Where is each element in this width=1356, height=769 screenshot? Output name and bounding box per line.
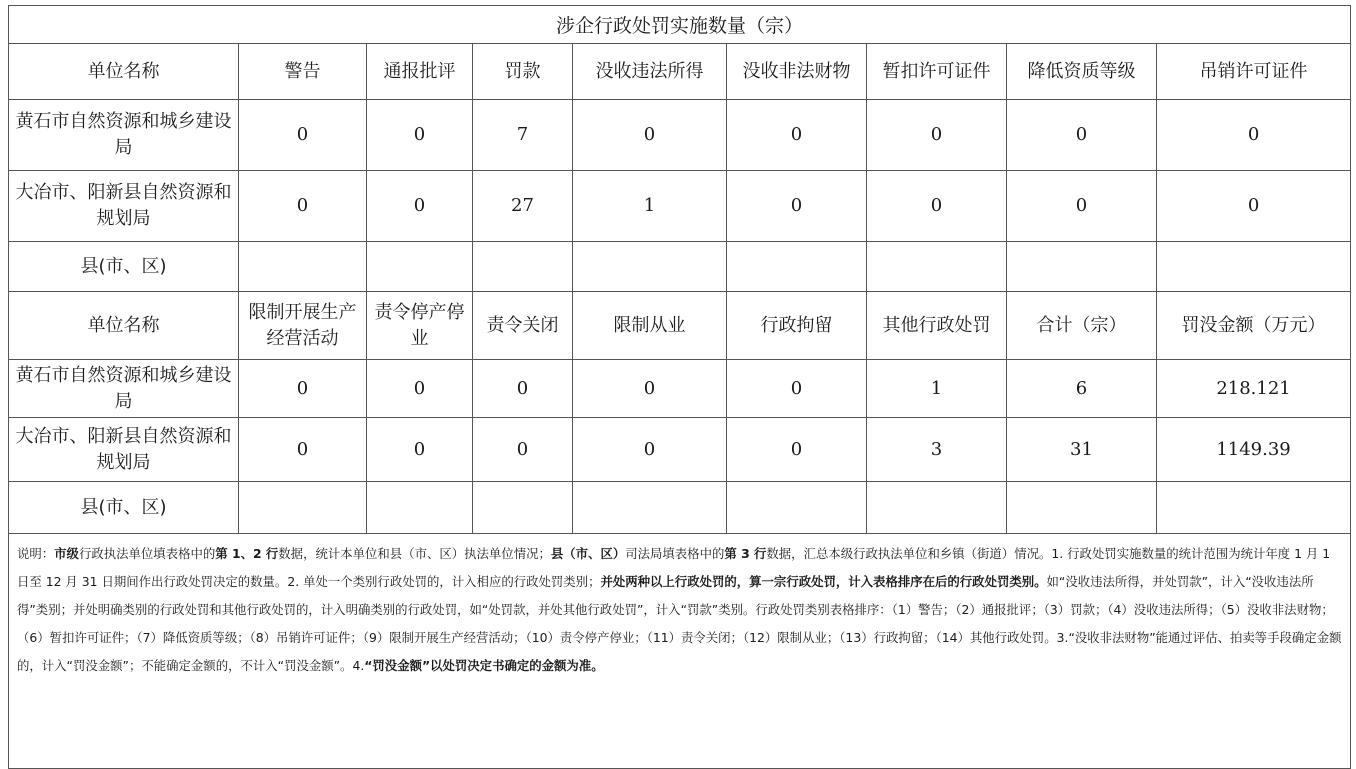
value-cell: 0 <box>573 360 727 418</box>
value-cell <box>367 242 473 292</box>
value-cell <box>727 242 867 292</box>
value-cell <box>573 242 727 292</box>
note-text: 行政执法单位填表格中的 <box>78 546 216 561</box>
unit-name-cell: 县(市、区) <box>9 242 239 292</box>
value-cell: 0 <box>867 100 1007 171</box>
value-cell: 1 <box>867 360 1007 418</box>
value-cell <box>1007 482 1157 534</box>
header-cell: 通报批评 <box>367 44 473 100</box>
header-cell: 行政拘留 <box>727 292 867 360</box>
header-cell: 吊销许可证件 <box>1157 44 1351 100</box>
table-row <box>9 360 1351 418</box>
header-cell: 罚没金额（万元） <box>1157 292 1351 360</box>
value-cell <box>367 482 473 534</box>
header-cell: 单位名称 <box>9 292 239 360</box>
note-text: 说明： <box>17 546 55 561</box>
header-cell: 其他行政处罚 <box>867 292 1007 360</box>
note-emphasis: 第 1、2 行 <box>215 546 279 561</box>
value-cell <box>1157 482 1351 534</box>
value-cell <box>239 242 367 292</box>
header-cell: 限制从业 <box>573 292 727 360</box>
note-emphasis: 县（市、区） <box>550 546 626 561</box>
report-container <box>8 5 1350 769</box>
enforcement-table <box>8 5 1351 769</box>
value-cell: 3 <box>867 418 1007 482</box>
value-cell: 0 <box>573 418 727 482</box>
value-cell: 218.121 <box>1157 360 1351 418</box>
note-emphasis: 并处两种以上行政处罚的，算一宗行政处罚，计入表格排序在后的行政处罚类别。 <box>600 574 1047 589</box>
value-cell <box>239 482 367 534</box>
unit-name-cell: 大冶市、阳新县自然资源和规划局 <box>9 171 239 242</box>
table-row <box>9 482 1351 534</box>
value-cell: 0 <box>1157 100 1351 171</box>
value-cell: 0 <box>473 418 573 482</box>
value-cell: 0 <box>727 171 867 242</box>
table-title: 涉企行政处罚实施数量（宗） <box>9 6 1351 44</box>
value-cell: 0 <box>1007 171 1157 242</box>
value-cell: 1 <box>573 171 727 242</box>
header-cell: 责令关闭 <box>473 292 573 360</box>
header-cell: 单位名称 <box>9 44 239 100</box>
table-row <box>9 418 1351 482</box>
value-cell: 0 <box>727 418 867 482</box>
table1-header-row <box>9 44 1351 100</box>
header-cell: 暂扣许可证件 <box>867 44 1007 100</box>
value-cell: 0 <box>727 360 867 418</box>
header-cell: 降低资质等级 <box>1007 44 1157 100</box>
value-cell: 7 <box>473 100 573 171</box>
unit-name-cell: 黄石市自然资源和城乡建设局 <box>9 100 239 171</box>
table2-header-row <box>9 292 1351 360</box>
table-row <box>9 100 1351 171</box>
value-cell: 0 <box>1157 171 1351 242</box>
table-row <box>9 171 1351 242</box>
value-cell <box>867 242 1007 292</box>
value-cell <box>727 482 867 534</box>
note-text: 数据，汇总本级行政执法单位和乡镇（街道）情况。1. 行政处罚实施数量的统计范围为统计年度 1 月 1 日至 12 月 31 日期间作出行政处罚决定的数量。2. 单处一个类别行政处罚的，计入相应的行政处罚类别； <box>17 546 1331 589</box>
unit-name-cell: 县(市、区) <box>9 482 239 534</box>
note-emphasis: “罚没金额”以处罚决定书确定的金额为准。 <box>364 658 604 673</box>
value-cell: 0 <box>573 100 727 171</box>
value-cell: 0 <box>239 418 367 482</box>
value-cell: 0 <box>367 100 473 171</box>
value-cell: 6 <box>1007 360 1157 418</box>
header-cell: 没收非法财物 <box>727 44 867 100</box>
value-cell: 1149.39 <box>1157 418 1351 482</box>
value-cell: 31 <box>1007 418 1157 482</box>
value-cell: 27 <box>473 171 573 242</box>
value-cell <box>867 482 1007 534</box>
header-cell: 警告 <box>239 44 367 100</box>
value-cell: 0 <box>367 360 473 418</box>
header-cell: 罚款 <box>473 44 573 100</box>
value-cell <box>1157 242 1351 292</box>
value-cell <box>573 482 727 534</box>
note-emphasis: 市级 <box>54 546 79 561</box>
header-cell: 限制开展生产经营活动 <box>239 292 367 360</box>
header-cell: 合计（宗） <box>1007 292 1157 360</box>
note-text: 数据，统计本单位和县（市、区）执法单位情况； <box>278 546 551 561</box>
table-row <box>9 242 1351 292</box>
note-text: 司法局填表格中的 <box>625 546 725 561</box>
value-cell <box>473 242 573 292</box>
value-cell <box>1007 242 1157 292</box>
note-text: 如“没收违法所得，并处罚款”，计入“没收违法所得”类别；并处明确类别的行政处罚和其他行政处罚的，计入明确类别的行政处罚，如“处罚款，并处其他行政处罚”，计入“罚款”类别。行政处罚类别表格排序：（1）警告；（2）通报批评；（3）罚款；（4）没收违法所得；（5）没收非法财物；（6）暂扣许可证件；（7）降低资质等级；（8）吊销许可证件；（9）限制开展生产经营活动；（10）责令停产停业；（11）责令关闭；（12）限制从业；（13）行政拘留；（14）其他行政处罚。3.“没收非法财物”能通过评估、拍卖等手段确定金额的，计入“罚没金额”；不能确定金额的，不计入“罚没金额”。4. <box>17 574 1342 673</box>
value-cell: 0 <box>239 100 367 171</box>
value-cell <box>473 482 573 534</box>
value-cell: 0 <box>727 100 867 171</box>
value-cell: 0 <box>367 418 473 482</box>
note-emphasis: 第 3 行 <box>724 546 767 561</box>
value-cell: 0 <box>239 360 367 418</box>
value-cell: 0 <box>1007 100 1157 171</box>
header-cell: 没收违法所得 <box>573 44 727 100</box>
explanatory-note <box>9 534 1351 769</box>
value-cell: 0 <box>239 171 367 242</box>
value-cell: 0 <box>473 360 573 418</box>
header-cell: 责令停产停业 <box>367 292 473 360</box>
value-cell: 0 <box>367 171 473 242</box>
unit-name-cell: 黄石市自然资源和城乡建设局 <box>9 360 239 418</box>
unit-name-cell: 大冶市、阳新县自然资源和规划局 <box>9 418 239 482</box>
value-cell: 0 <box>867 171 1007 242</box>
